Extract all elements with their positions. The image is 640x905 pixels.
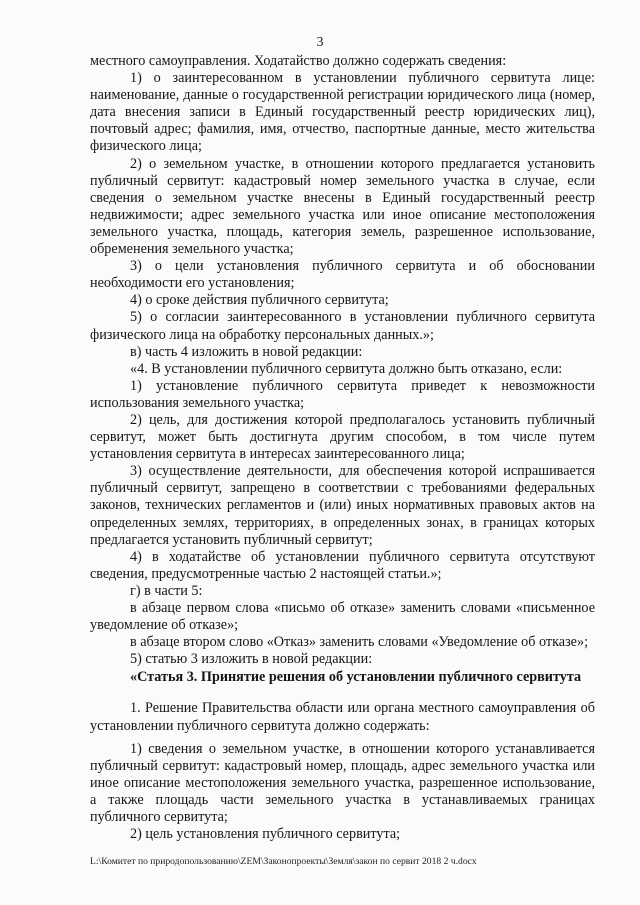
article-heading: «Статья 3. Принятие решения об установлении публичного сервитута [130, 669, 582, 686]
paragraph: 3) осуществление деятельности, для обеспечения которой испрашивается публичный сервитут, запрещено в соответствии с требованиями федеральных законов, технических регламентов и (или) иных нормативных правовых актов на определенных землях, территориях, в определенных зонах, в границах которых предлагается установить публичный сервитут; [90, 463, 595, 548]
paragraph: 3) о цели установления публичного сервитута и об обосновании необходимости его установления; [90, 258, 595, 292]
paragraph: 5) статью 3 изложить в новой редакции: [130, 651, 373, 668]
paragraph: г) в части 5: [130, 582, 203, 599]
paragraph: 1) сведения о земельном участке, в отношении которого устанавливается публичный сервитут: кадастровый номер, площадь, адрес земельного участка или иное описание местоположения земельного участка, разрешенное использование, а также площадь части земельного участка в устанавливаемых границах публичного сервитута; [90, 740, 595, 826]
paragraph: 2) цель, для достижения которой предполагалось установить публичный сервитут, может быть достигнута другим способом, в том числе путем установления сервитута в интересах заинтересованного лица; [90, 411, 595, 463]
paragraph: в абзаце первом слова «письмо об отказе» заменить словами «письменное уведомление об отказе»; [90, 600, 595, 634]
paragraph: 4) о сроке действия публичного сервитута; [130, 292, 389, 309]
paragraph: 5) о согласии заинтересованного в установлении публичного сервитута физического лица на обработку персональных данных.»; [90, 309, 595, 343]
paragraph: 4) в ходатайстве об установлении публичного сервитута отсутствуют сведения, предусмотренные частью 2 настоящей статьи.»; [90, 548, 595, 582]
paragraph: «4. В установлении публичного сервитута должно быть отказано, если: [130, 360, 563, 377]
document-body [90, 53, 595, 843]
paragraph: в абзаце втором слово «Отказ» заменить словами «Уведомление об отказе»; [130, 634, 589, 651]
paragraph: 1. Решение Правительства области или органа местного самоуправления об установлении публичного сервитута должно содержать: [90, 700, 595, 734]
page-number: 3 [316, 35, 324, 50]
paragraph: 2) о земельном участке, в отношении которого предлагается установить публичный сервитут: кадастровый номер земельного участка в случае, если сведения о земельном участке внесены в Единый государственный реестр недвижимости; адрес земельного участка или иное описание местоположения земельного участка, площадь, категория земель, разрешенное использование, обременения земельного участка; [90, 155, 595, 258]
paragraph: 1) установление публичного сервитута приведет к невозможности использования земельного участка; [90, 377, 595, 411]
paragraph: 2) цель установления публичного сервитута; [130, 826, 401, 843]
paragraph: в) часть 4 изложить в новой редакции: [130, 343, 363, 360]
paragraph: 1) о заинтересованном в установлении публичного сервитута лице: наименование, данные о государственной регистрации юридического лица (номер, дата внесения записи в Единый государственный реестр юридических лиц), почтовый адрес; фамилия, имя, отчество, паспортные данные, место жительства физического лица; [90, 70, 595, 155]
file-path-footer: L:\Комитет по природопользованию\ZEM\Законопроекты\Земля\закон по сервит 2018 2 ч.docx [90, 856, 477, 867]
paragraph: местного самоуправления. Ходатайство должно содержать сведения: [90, 53, 507, 69]
